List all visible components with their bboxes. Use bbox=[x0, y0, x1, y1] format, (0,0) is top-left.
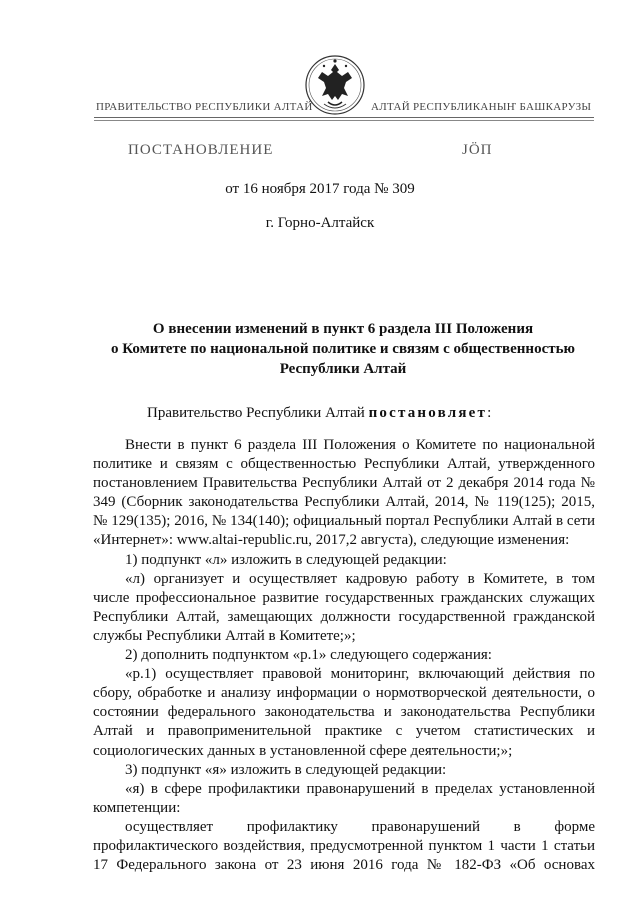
title-line: Республики Алтай bbox=[279, 361, 407, 377]
preamble-spaced-verb: постановляет bbox=[368, 405, 488, 421]
text-line: социологических данных в установленной сфере деятельности;»; bbox=[93, 742, 513, 759]
document-city: г. Горно-Алтайск bbox=[265, 215, 375, 231]
title-line: О внесении изменений в пункт 6 раздела III Положения bbox=[152, 321, 534, 337]
document-title bbox=[95, 319, 591, 379]
doc-type-russian: ПОСТАНОВЛЕНИЕ bbox=[128, 142, 274, 158]
paragraph-7 bbox=[93, 780, 595, 818]
text-line: Алтай и правоприменительной практике с учетом статистических и bbox=[93, 723, 595, 740]
paragraph-6: 3) подпункт «я» изложить в следующей редакции: bbox=[125, 761, 447, 778]
text-line: политике и связям с общественностью Республики Алтай, утвержденного bbox=[93, 456, 595, 473]
text-line: «я) в сфере профилактики правонарушений в пределах установленной bbox=[125, 780, 595, 797]
text-line: Внести в пункт 6 раздела III Положения о Комитете по национальной bbox=[125, 437, 595, 453]
paragraph-8 bbox=[93, 818, 595, 875]
paragraph-1 bbox=[93, 436, 595, 551]
text-line: «р.1) осуществляет правовой мониторинг, включающий действия по bbox=[125, 666, 595, 683]
preamble-prefix: Правительство Республики Алтай bbox=[147, 405, 369, 421]
header-left-text: ПРАВИТЕЛЬСТВО РЕСПУБЛИКИ АЛТАЙ bbox=[96, 101, 313, 113]
title-line: о Комитете по национальной политике и связям с общественностью bbox=[110, 341, 575, 357]
text-line: профилактического воздействия, предусмотренной пунктом 1 части 1 статьи bbox=[93, 837, 595, 854]
text-line: числе профессиональное развитие государственных гражданских служащих bbox=[93, 589, 595, 606]
text-line: 17 Федерального закона от 23 июня 2016 года № 182-ФЗ «Об основах bbox=[93, 857, 595, 874]
paragraph-4: 2) дополнить подпунктом «р.1» следующего содержания: bbox=[125, 647, 492, 664]
header-divider bbox=[94, 117, 594, 118]
preamble bbox=[147, 405, 491, 422]
paragraph-3 bbox=[93, 570, 595, 646]
text-line: сбору, обработке и анализу информации о нормотворческой деятельности, о bbox=[93, 685, 595, 702]
document-body bbox=[93, 436, 595, 875]
header-right-text: АЛТАЙ РЕСПУБЛИКАНЫҤ БАШКАРУЗЫ bbox=[371, 101, 592, 113]
preamble-suffix: : bbox=[487, 405, 492, 421]
text-line: № 129(135); 2016, № 134(140); официальный портал Республики Алтай в сети bbox=[93, 513, 595, 530]
document-date: от 16 ноября 2017 года № 309 bbox=[225, 181, 415, 197]
coat-of-arms-emblem bbox=[304, 52, 366, 118]
text-line: 349 (Сборник законодательства Республики Алтай, 2014, № 119(125); 2015, bbox=[93, 494, 595, 511]
text-line: постановлением Правительства Республики Алтай от 2 декабря 2014 года № bbox=[93, 475, 595, 492]
paragraph-2: 1) подпункт «л» изложить в следующей редакции: bbox=[125, 551, 447, 568]
doc-type-altai: ЈÖП bbox=[462, 142, 493, 158]
header-divider-secondary bbox=[94, 120, 594, 121]
text-line: состоянии федерального законодательства и законодательства Республики bbox=[93, 704, 595, 721]
text-line: осуществляет профилактику правонарушений в форме bbox=[125, 818, 595, 835]
text-line: компетенции: bbox=[93, 799, 181, 816]
text-line: «Интернет»: www.altai-republic.ru, 2017,2 августа), следующие изменения: bbox=[93, 532, 570, 549]
text-line: службы Республики Алтай в Комитете;»; bbox=[93, 627, 356, 644]
text-line: «л) организует и осуществляет кадровую работу в Комитете, в том bbox=[125, 570, 595, 587]
paragraph-5 bbox=[93, 665, 595, 760]
text-line: Республики Алтай, замещающих должности государственной гражданской bbox=[93, 608, 595, 625]
